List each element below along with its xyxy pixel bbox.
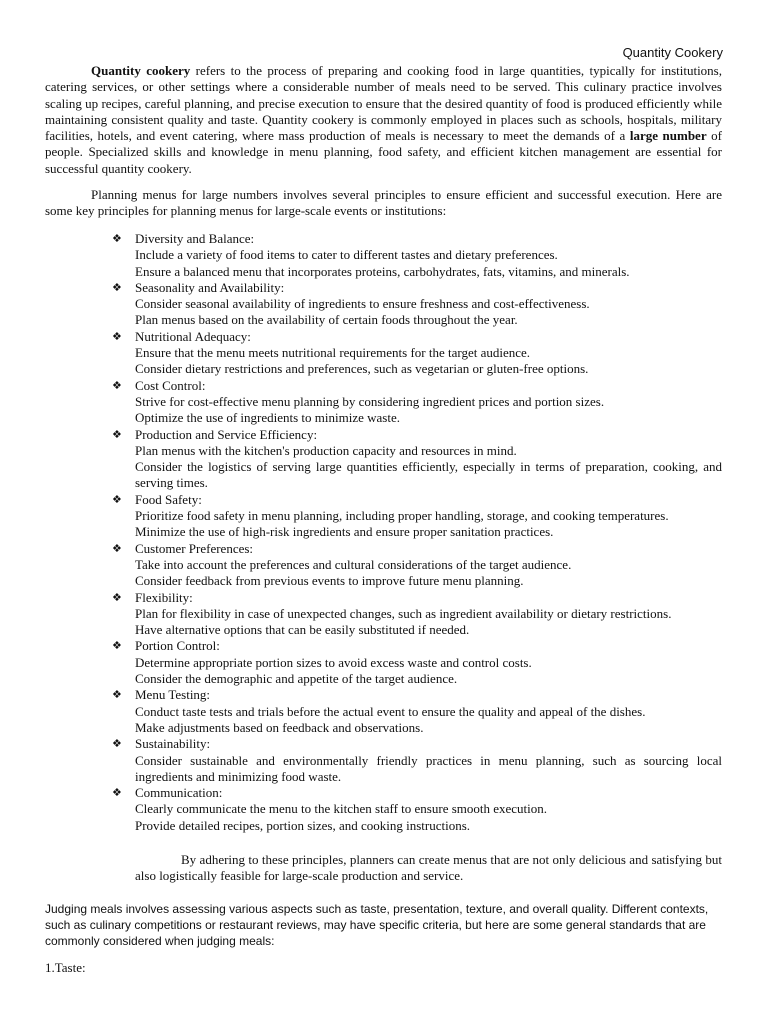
principle-item xyxy=(112,280,722,329)
principle-detail: Consider dietary restrictions and preferences, such as vegetarian or gluten-free options. xyxy=(135,361,589,377)
diamond-bullet-icon: ❖ xyxy=(112,232,122,245)
principle-detail: Plan menus with the kitchen's production capacity and resources in mind. xyxy=(135,442,517,458)
conclusion-paragraph: By adhering to these principles, planners can create menus that are not only delicious and satisfying but also logistically feasible for large-scale production and service. xyxy=(135,852,722,884)
principle-title: Communication: xyxy=(135,785,223,801)
judging-intro-paragraph: Judging meals involves assessing various aspects such as taste, presentation, texture, and overall quality. Different contexts, such as culinary competitions or restaurant reviews, may have specific criteria, but here are some general standards that are commonly considered when judging meals: xyxy=(45,902,709,949)
principle-detail: Ensure that the menu meets nutritional requirements for the target audience. xyxy=(135,345,531,361)
diamond-bullet-icon: ❖ xyxy=(112,378,122,392)
principle-title: Food Safety: xyxy=(135,491,202,507)
principle-title: Cost Control: xyxy=(135,377,206,393)
principle-item xyxy=(112,427,722,492)
principle-detail: Plan menus based on the availability of certain foods throughout the year. xyxy=(135,312,518,328)
principle-item xyxy=(112,785,722,834)
planning-intro-paragraph: Planning menus for large numbers involves several principles to ensure efficient and successful execution. Here are some key principles for planning menus for large-scale events or institutions: xyxy=(45,187,722,219)
principle-detail: Include a variety of food items to cater to different tastes and dietary preferences. xyxy=(135,247,558,263)
diamond-bullet-icon: ❖ xyxy=(112,329,122,343)
principle-detail: Make adjustments based on feedback and observations. xyxy=(135,719,424,735)
intro-text-b: of people. Specialized skills and knowledge in menu planning, food safety, and efficient kitchen management are essential for successful quantity cookery. xyxy=(45,128,722,176)
principle-title: Production and Service Efficiency: xyxy=(135,426,318,442)
principle-detail: Strive for cost-effective menu planning by considering ingredient prices and portion sizes. xyxy=(135,393,605,409)
principle-item xyxy=(112,378,722,427)
intro-paragraph xyxy=(45,63,722,177)
principle-item xyxy=(112,541,722,590)
diamond-bullet-icon: ❖ xyxy=(112,639,122,653)
principle-detail: Optimize the use of ingredients to minimize waste. xyxy=(135,410,400,426)
principle-item xyxy=(112,687,722,736)
principle-item xyxy=(112,736,722,785)
diamond-bullet-icon: ❖ xyxy=(112,688,122,702)
principle-detail: Ensure a balanced menu that incorporates proteins, carbohydrates, fats, vitamins, and minerals. xyxy=(135,263,630,279)
intro-term: Quantity cookery xyxy=(91,63,191,78)
principle-title: Menu Testing: xyxy=(135,687,211,703)
principle-title: Flexibility: xyxy=(135,589,193,605)
principle-detail: Consider the logistics of serving large quantities efficiently, especially in terms of preparation, cooking, and serving times. xyxy=(135,459,722,491)
intro-emphasis: large number xyxy=(629,128,707,144)
diamond-bullet-icon: ❖ xyxy=(112,492,122,506)
intro-text-a: refers to the process of preparing and cooking food in large quantities, typically for institutions, catering services, or other settings where a considerable number of meals need to be served. This culinary practice involves scaling up recipes, careful planning, and precise execution to ensure that the desired quantity of food is produced efficiently while maintaining consistent quality and taste. Quantity cookery is commonly employed in places such as schools, hospitals, military facilities, hotels, and event catering, where mass production of meals is necessary to meet the demands of a xyxy=(45,63,722,144)
principles-list xyxy=(112,231,722,834)
principle-detail: Consider the demographic and appetite of the target audience. xyxy=(135,671,458,687)
principle-detail: Minimize the use of high-risk ingredients and ensure proper sanitation practices. xyxy=(135,524,554,540)
diamond-bullet-icon: ❖ xyxy=(112,590,122,604)
principle-title: Customer Preferences: xyxy=(135,540,254,556)
diamond-bullet-icon: ❖ xyxy=(112,737,122,751)
diamond-bullet-icon: ❖ xyxy=(112,280,122,294)
principle-title: Seasonality and Availability: xyxy=(135,279,285,295)
running-header-title: Quantity Cookery xyxy=(622,45,723,60)
principle-detail: Clearly communicate the menu to the kitchen staff to ensure smooth execution. xyxy=(135,801,548,817)
principle-detail: Have alternative options that can be easily substituted if needed. xyxy=(135,622,470,638)
diamond-bullet-icon: ❖ xyxy=(112,541,122,555)
judging-item-taste: 1.Taste: xyxy=(45,960,86,975)
principle-detail: Consider feedback from previous events to improve future menu planning. xyxy=(135,573,524,589)
principle-item xyxy=(112,329,722,378)
principle-detail: Determine appropriate portion sizes to avoid excess waste and control costs. xyxy=(135,654,532,670)
principle-item xyxy=(112,492,722,541)
principle-item xyxy=(112,231,722,280)
principle-detail: Provide detailed recipes, portion sizes, and cooking instructions. xyxy=(135,817,471,833)
principle-title: Nutritional Adequacy: xyxy=(135,328,251,344)
principle-item xyxy=(112,590,722,639)
principle-detail: Conduct taste tests and trials before the actual event to ensure the quality and appeal of the dishes. xyxy=(135,703,646,719)
principle-item xyxy=(112,638,722,687)
principle-detail: Consider sustainable and environmentally friendly practices in menu planning, such as sourcing local ingredients and minimizing food waste. xyxy=(135,752,722,784)
principle-detail: Plan for flexibility in case of unexpected changes, such as ingredient availability or dietary restrictions. xyxy=(135,605,672,621)
principle-title: Portion Control: xyxy=(135,638,220,654)
principle-title: Diversity and Balance: xyxy=(135,231,255,246)
principle-title: Sustainability: xyxy=(135,736,211,752)
principle-detail: Prioritize food safety in menu planning, including proper handling, storage, and cooking temperatures. xyxy=(135,508,669,524)
diamond-bullet-icon: ❖ xyxy=(112,786,122,800)
principle-detail: Take into account the preferences and cultural considerations of the target audience. xyxy=(135,556,572,572)
principle-detail: Consider seasonal availability of ingredients to ensure freshness and cost-effectiveness. xyxy=(135,296,590,312)
diamond-bullet-icon: ❖ xyxy=(112,427,122,441)
